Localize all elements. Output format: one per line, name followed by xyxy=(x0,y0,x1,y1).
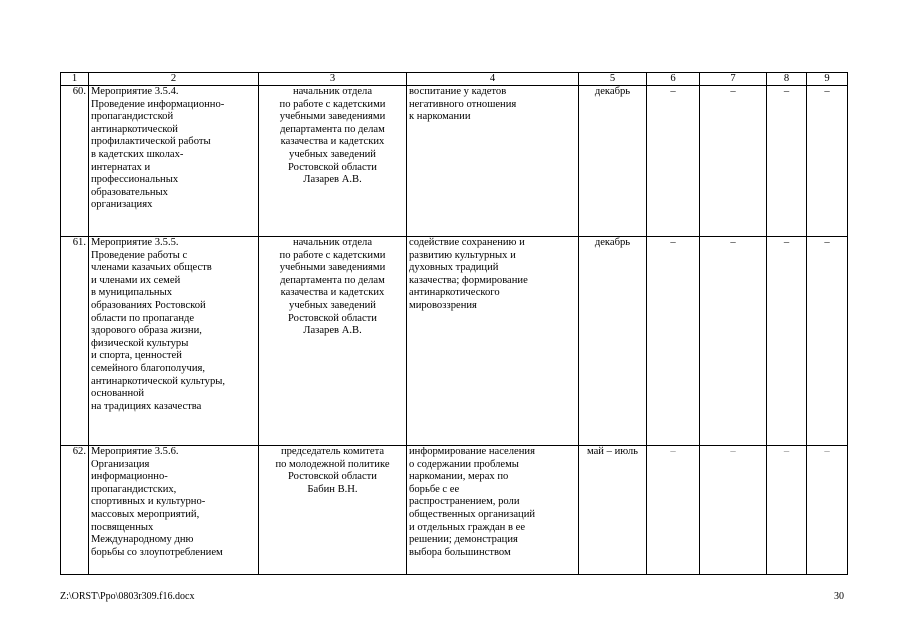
event-line: семейного благополучия, xyxy=(91,362,206,374)
responsible-line: по молодежной политике xyxy=(275,458,390,470)
responsible-line: департамента по делам xyxy=(280,123,385,135)
event-line: пропагандистских, xyxy=(91,483,177,495)
column-number: 7 xyxy=(700,73,767,86)
col6-cell: – xyxy=(647,86,700,237)
event-line: Мероприятие 3.5.6. xyxy=(91,446,179,457)
result-line: к наркомании xyxy=(409,111,471,123)
event-line: борьбы со злоупотреблением xyxy=(91,546,223,558)
responsible-line: Лазарев А.В. xyxy=(303,174,362,186)
event-line: информационно- xyxy=(91,471,168,483)
responsible-line: по работе с кадетскими xyxy=(279,98,386,110)
result-line: воспитание у кадетов xyxy=(409,86,507,97)
event-line: Проведение работы с xyxy=(91,249,188,261)
event-line: в муниципальных xyxy=(91,287,172,299)
responsible-line: Лазарев А.В. xyxy=(303,325,362,337)
event-line: интернатах и xyxy=(91,161,151,173)
responsible-cell xyxy=(259,237,407,446)
responsible-cell xyxy=(259,86,407,237)
period-cell: май – июль xyxy=(579,446,647,575)
table-row xyxy=(61,446,848,575)
row-number: 60. xyxy=(61,86,89,237)
column-number: 8 xyxy=(767,73,807,86)
result-line: наркомании, мерах по xyxy=(409,471,509,483)
event-cell xyxy=(89,446,259,575)
event-line: Международному дню xyxy=(91,534,194,546)
column-number: 4 xyxy=(407,73,579,86)
event-line: Организация xyxy=(91,458,150,470)
event-line: профессиональных xyxy=(91,174,179,186)
responsible-line: Ростовской области xyxy=(288,471,377,483)
event-cell xyxy=(89,237,259,446)
responsible-line: Ростовской области xyxy=(288,161,377,173)
measures-table xyxy=(60,72,848,575)
event-line: организациях xyxy=(91,199,153,211)
responsible-line: председатель комитета xyxy=(280,446,385,457)
event-line: Мероприятие 3.5.4. xyxy=(91,86,179,97)
row-number: 62. xyxy=(61,446,89,575)
result-line: распространением, роли xyxy=(409,496,520,508)
column-number: 3 xyxy=(259,73,407,86)
result-line: и отдельных граждан в ее xyxy=(409,521,526,533)
event-line: здорового образа жизни, xyxy=(91,325,202,337)
col8-cell: – xyxy=(767,446,807,575)
responsible-line: начальник отдела xyxy=(292,86,373,97)
result-line: информирование населения xyxy=(409,446,535,457)
column-number: 5 xyxy=(579,73,647,86)
result-line: мировоззрения xyxy=(409,299,477,311)
col8-cell: – xyxy=(767,237,807,446)
result-line: решении; демонстрация xyxy=(409,534,518,546)
event-line: образованиях Ростовской xyxy=(91,299,206,311)
event-line: и спорта, ценностей xyxy=(91,350,182,362)
responsible-line: Бабин В.Н. xyxy=(307,483,358,495)
event-line: физической культуры xyxy=(91,337,189,349)
result-line: развитию культурных и xyxy=(409,249,516,261)
result-line: содействие сохранению и xyxy=(409,237,525,248)
responsible-cell xyxy=(259,446,407,575)
responsible-line: учебных заведений xyxy=(289,148,376,160)
responsible-line: по работе с кадетскими xyxy=(279,249,386,261)
result-line: о содержании проблемы xyxy=(409,458,519,470)
row-number: 61. xyxy=(61,237,89,446)
result-line: борьбе с ее xyxy=(409,483,460,495)
event-line: посвященных xyxy=(91,521,154,533)
event-line: и членами их семей xyxy=(91,274,181,286)
event-line: членами казачьих обществ xyxy=(91,262,212,274)
period-cell: декабрь xyxy=(579,86,647,237)
page-number: 30 xyxy=(834,591,844,602)
column-numbers-row xyxy=(61,73,848,86)
responsible-line: казачества и кадетских xyxy=(280,136,385,148)
responsible-line: учебными заведениями xyxy=(279,262,386,274)
event-line: Проведение информационно- xyxy=(91,98,225,110)
responsible-line: казачества и кадетских xyxy=(280,287,385,299)
responsible-line: учебными заведениями xyxy=(279,111,386,123)
event-line: образовательных xyxy=(91,186,168,198)
result-cell xyxy=(407,86,579,237)
column-number: 1 xyxy=(61,73,89,86)
event-cell xyxy=(89,86,259,237)
table-row xyxy=(61,86,848,237)
column-number: 6 xyxy=(647,73,700,86)
event-line: основанной xyxy=(91,388,145,400)
result-cell xyxy=(407,446,579,575)
result-line: общественных организаций xyxy=(409,508,536,520)
event-line: на традициях казачества xyxy=(91,400,202,412)
event-line: профилактической работы xyxy=(91,136,211,148)
col7-cell: – xyxy=(700,446,767,575)
result-line: духовных традиций xyxy=(409,262,499,274)
responsible-line: учебных заведений xyxy=(289,299,376,311)
col7-cell: – xyxy=(700,237,767,446)
col9-cell: – xyxy=(807,446,848,575)
period-cell: декабрь xyxy=(579,237,647,446)
column-number: 2 xyxy=(89,73,259,86)
responsible-line: Ростовской области xyxy=(288,312,377,324)
col6-cell: – xyxy=(647,446,700,575)
event-line: пропагандистской xyxy=(91,111,174,123)
event-line: массовых мероприятий, xyxy=(91,508,200,520)
event-line: Мероприятие 3.5.5. xyxy=(91,237,179,248)
event-line: в кадетских школах- xyxy=(91,148,184,160)
col8-cell: – xyxy=(767,86,807,237)
col9-cell: – xyxy=(807,237,848,446)
responsible-line: начальник отдела xyxy=(292,237,373,248)
col9-cell: – xyxy=(807,86,848,237)
result-line: казачества; формирование xyxy=(409,274,528,286)
column-number: 9 xyxy=(807,73,848,86)
event-line: спортивных и культурно- xyxy=(91,496,206,508)
result-line: негативного отношения xyxy=(409,98,517,110)
result-line: выбора большинством xyxy=(409,546,511,558)
footer-file-path: Z:\ORST\Ppo\0803r309.f16.docx xyxy=(60,591,195,602)
col6-cell: – xyxy=(647,237,700,446)
event-line: антинаркотической xyxy=(91,123,178,135)
result-cell xyxy=(407,237,579,446)
table-row xyxy=(61,237,848,446)
event-line: области по пропаганде xyxy=(91,312,195,324)
result-line: антинаркотического xyxy=(409,287,500,299)
col7-cell: – xyxy=(700,86,767,237)
responsible-line: департамента по делам xyxy=(280,274,385,286)
event-line: антинаркотической культуры, xyxy=(91,375,226,387)
